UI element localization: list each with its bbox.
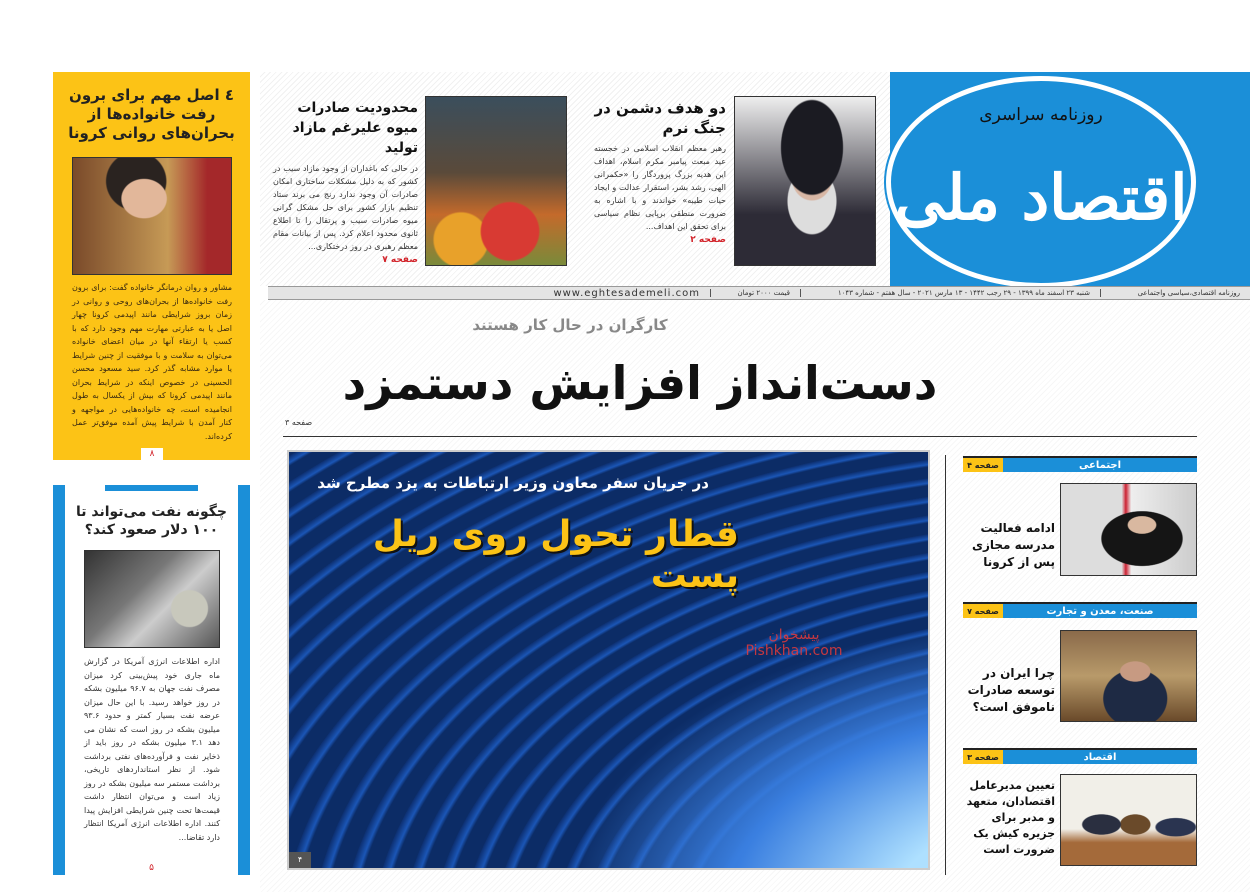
section-name: اجتماعی [1078,460,1122,471]
price: قیمت ۲۰۰۰ تومان [710,289,800,297]
top-story-2-body: در حالی که باغداران از وجود مازاد سیب در کشور که به دلیل مشکلات ساختاری امکان صادرات آن وجود ندارد رنج می برند ستاد تنظیم بازار کشور برای حل مشکل گرانی میوه صادرات سیب و پرتقال را تا اطلاع ثانوی محدود اعلام کرد. پس از بیانات مقام معظم رهبری در روز درختکاری... [273,164,418,251]
blue-box-story[interactable] [53,485,250,875]
section-page[interactable]: صفحه ۴ [963,458,1003,472]
watermark: پیشخوان Pishkhan.com [745,627,843,659]
feature-story[interactable] [287,450,930,870]
social-photo [1060,483,1197,576]
logo-name: اقتصاد ملی [894,161,1188,234]
oil-pump-photo [84,550,220,648]
lead-divider [283,436,1197,437]
top-story-1-page[interactable]: صفحه ۲ [690,235,726,245]
blue-box-top-bar [105,485,198,491]
lead-headline[interactable]: دست‌انداز افزایش دستمزد [342,356,938,410]
website-link[interactable]: www.eghtesademeli.com [553,287,700,299]
leader-photo [734,96,876,266]
blue-box-page[interactable]: ۵ [149,863,154,873]
section-page[interactable]: صفحه ۳ [963,750,1003,764]
section-page[interactable]: صفحه ۷ [963,604,1003,618]
industry-photo [1060,630,1197,722]
section-name: اقتصاد [1083,752,1117,763]
top-story-1-title[interactable]: دو هدف دشمن در جنگ نرم [594,99,726,137]
feature-kicker: در جریان سفر معاون وزیر ارتباطات به یزد مطرح شد [317,474,709,492]
column-divider [945,455,946,875]
yellow-box-page[interactable]: ۸ [141,448,163,460]
section-name: صنعت، معدن و تجارت [1046,606,1154,617]
counselor-photo [72,157,232,275]
issue-date: شنبه ۲۳ اسفند ماه ۱۳۹۹ - ۲۹ رجب ۱۴۴۲ - ۱۳ مارس ۲۰۲۱ - سال هفتم - شماره ۱۰۴۳ [800,289,1100,297]
paper-type: روزنامه اقتصادی،سیاسی واجتماعی [1100,289,1250,297]
yellow-box-story[interactable] [53,72,250,460]
economy-photo [1060,774,1197,866]
lead-kicker: کارگران در حال کار هستند [472,316,668,334]
feature-page[interactable]: ۴ [289,852,311,868]
section-title-industry[interactable]: چرا ایران در توسعه صادرات ناموفق است؟ [967,666,1055,714]
top-story-1-body: رهبر معظم انقلاب اسلامی در خجسته عید مبعث پیامبر مکرم اسلام، اهداف این هدیه بزرگ پروردگار را «حکمرانی الهی، رشد بشر، استقرار عدالت و ایجاد حیات طیبه» خواندند و با اشاره به ضرورت منطقی برپایی نظام سیاسی برای تحقق این اهداف... [594,144,726,231]
top-story-1[interactable] [594,98,726,245]
logo-subtitle: روزنامه سراسری [979,105,1103,125]
top-story-2-title[interactable]: محدودیت صادرات میوه علیرغم مازاد تولید [292,100,418,156]
section-header-industry[interactable] [963,602,1197,618]
yellow-box-body: مشاور و روان درمانگر خانواده گفت: برای برون رفت خانواده‌ها از بحران‌های روحی و روانی در زمان بروز شرایطی مانند اپیدمی کرونا چهار اصل یا به عبارتی مهارت مهم وجود دارد که با کسب یا ارتقاء آنها در میان اعضای خانواده می‌توان به سلامت و با موفقیت از چنین شرایط یا موارد مشابه گذر کرد. سید مسعود محسن الحسینی در خصوص اینکه در شرایط بحران مانند اپیدمی کرونا که بیش از یکسال به طول انجامیده است، چه خانواده‌هایی در مواجهه و کنار آمدن با شرایط پیش آمده موفق‌تر عمل کرده‌اند. [72,283,232,441]
top-story-2[interactable] [263,98,418,265]
masthead-logo [886,76,1196,288]
section-title-social[interactable]: ادامه فعالیت مدرسه مجازی پس از کرونا [971,521,1055,569]
section-header-social[interactable] [963,456,1197,472]
section-title-economy[interactable]: تعیین مدیرعامل اقتصادان، متعهد و مدبر برای جزیره کیش یک ضرورت است [966,779,1055,856]
blue-box-body: اداره اطلاعات انرژی آمریکا در گزارش ماه جاری خود پیش‌بینی کرد میزان مصرف نفت جهان به ۹۶.۷ میلیون بشکه در روز خواهد رسید. با این حال میزان عرضه نفت بسیار کمتر و حدود ۹۳.۶ میلیون بشکه در روز است که نشان می دهد ۳.۱ میلیون بشکه در روز باید از ذخایر نفت و فرآورده‌های نفتی برداشت شود. از نظر استانداردهای تاریخی، برداشت مستمر سه میلیون بشکه در روز زیاد است و می‌توان انتظار داشت قیمت‌ها تحت چنین شرایطی افزایش پیدا کنند. اداره اطلاعات انرژی آمریکا انتظار دارد تقاضا... [84,657,220,842]
lead-page[interactable]: صفحه ۳ [285,418,313,427]
section-header-economy[interactable] [963,748,1197,764]
yellow-box-title[interactable]: ٤ اصل مهم برای برون رفت خانواده‌ها از بحران‌های روانی کرونا [68,86,235,142]
feature-headline[interactable]: قطار تحول روی ریل پست [372,514,739,596]
fruit-market-photo [425,96,567,266]
top-story-2-page[interactable]: صفحه ۷ [382,255,418,265]
blue-box-title[interactable]: چگونه نفت می‌تواند تا ۱۰۰ دلار صعود کند؟ [75,504,228,538]
info-bar [268,286,1250,300]
